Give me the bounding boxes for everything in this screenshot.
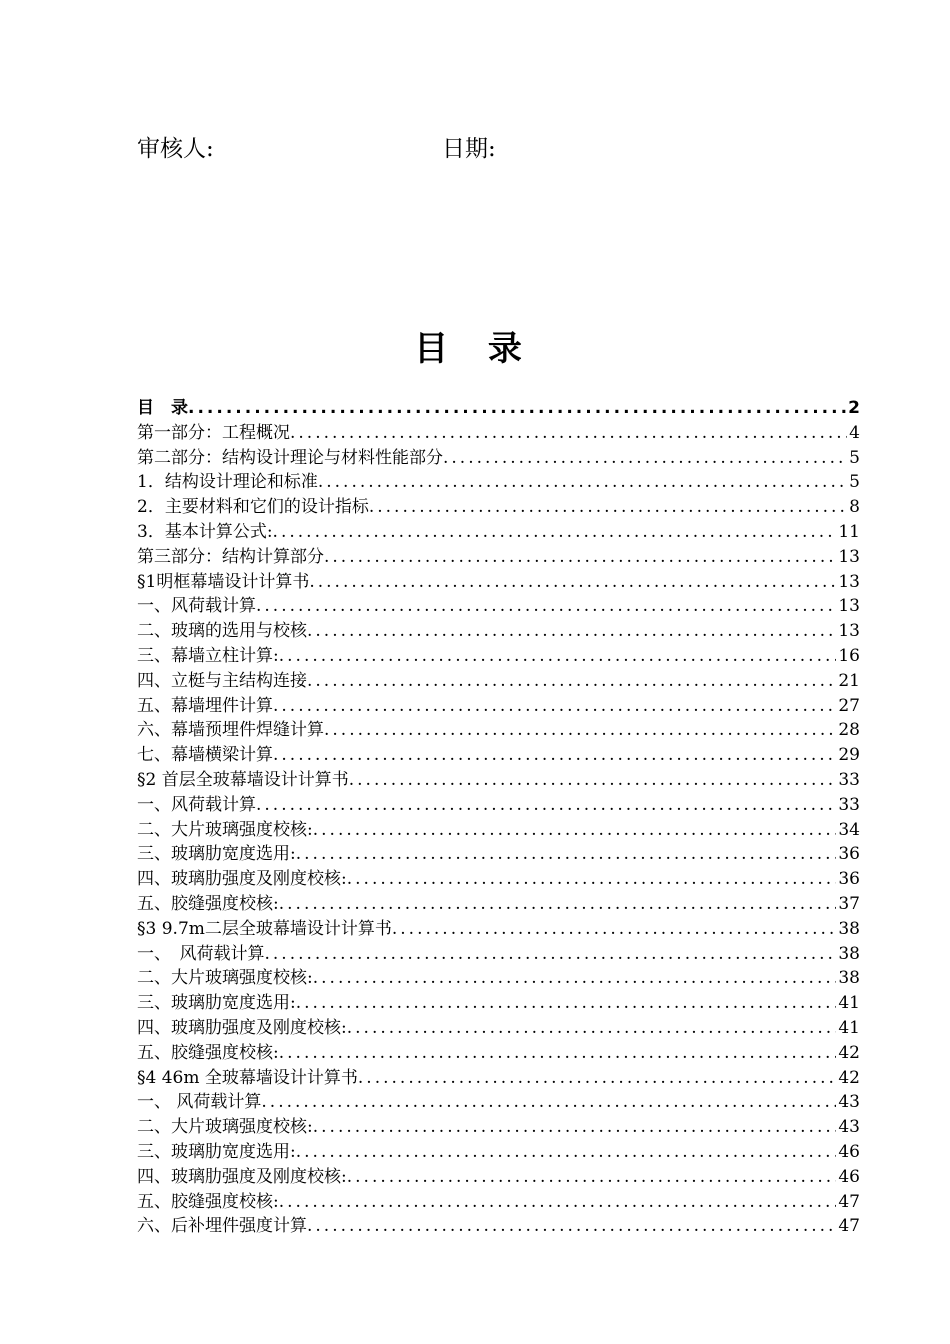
toc-dot-leader	[324, 718, 836, 743]
toc-dot-leader	[296, 1140, 837, 1165]
toc-entry[interactable]	[137, 818, 860, 843]
toc-entry-page-number: 43	[838, 1092, 860, 1113]
toc-entry-label: 二、大片玻璃强度校核:	[137, 968, 313, 989]
toc-dot-leader	[188, 396, 846, 421]
toc-entry[interactable]	[137, 1016, 860, 1041]
toc-entry[interactable]	[137, 594, 860, 619]
toc-entry-page-number: 36	[838, 869, 860, 890]
toc-entry-label: 三、玻璃肋宽度选用:	[137, 993, 296, 1014]
toc-entry[interactable]	[137, 892, 860, 917]
toc-entry-page-number: 11	[838, 521, 860, 542]
toc-entry-page-number: 28	[838, 720, 860, 741]
toc-entry-page-number: 16	[838, 645, 860, 666]
toc-entry[interactable]	[137, 1165, 860, 1190]
toc-dot-leader	[279, 644, 837, 669]
toc-entry-page-number: 41	[838, 993, 860, 1014]
toc-dot-leader	[256, 793, 836, 818]
toc-entry[interactable]	[137, 966, 860, 991]
toc-entry[interactable]	[137, 520, 860, 545]
toc-entry-label: 1．结构设计理论和标准	[137, 472, 318, 493]
toc-entry[interactable]	[137, 1115, 860, 1140]
toc-entry-page-number: 43	[838, 1117, 860, 1138]
toc-dot-leader	[273, 520, 837, 545]
toc-dot-leader	[313, 966, 837, 991]
toc-entry[interactable]	[137, 867, 860, 892]
toc-entry[interactable]	[137, 669, 860, 694]
toc-entry-page-number: 8	[849, 497, 860, 518]
toc-entry[interactable]	[137, 917, 860, 942]
toc-entry-label: 四、玻璃肋强度及刚度校核:	[137, 869, 347, 890]
toc-entry-label: 四、玻璃肋强度及刚度校核:	[137, 1166, 347, 1187]
toc-entry-page-number: 13	[838, 621, 860, 642]
toc-dot-leader	[290, 421, 847, 446]
toc-entry-label: 三、玻璃肋宽度选用:	[137, 1141, 296, 1162]
toc-entry-label: 一、风荷载计算	[137, 794, 256, 815]
toc-entry[interactable]	[137, 793, 860, 818]
toc-entry-label: 第一部分：工程概况	[137, 422, 290, 443]
toc-dot-leader	[307, 619, 836, 644]
toc-entry[interactable]	[137, 570, 860, 595]
toc-entry[interactable]	[137, 768, 860, 793]
toc-entry[interactable]	[137, 1140, 860, 1165]
toc-entry[interactable]	[137, 1041, 860, 1066]
toc-entry-page-number: 38	[838, 943, 860, 964]
toc-dot-leader	[307, 1214, 836, 1239]
toc-entry-page-number: 41	[838, 1017, 860, 1038]
toc-dot-leader	[392, 917, 836, 942]
toc-dot-leader	[296, 842, 837, 867]
toc-entry-page-number: 5	[849, 447, 860, 468]
toc-list	[137, 396, 860, 1239]
toc-entry-label: 一、 风荷载计算	[137, 943, 265, 964]
toc-entry-label: §1明框幕墙设计计算书	[137, 571, 310, 592]
toc-entry-label: 第三部分：结构计算部分	[137, 546, 324, 567]
toc-entry-page-number: 37	[838, 893, 860, 914]
toc-entry[interactable]	[137, 1090, 860, 1115]
toc-dot-leader	[369, 495, 847, 520]
toc-entry[interactable]	[137, 1190, 860, 1215]
toc-entry[interactable]	[137, 743, 860, 768]
toc-entry[interactable]	[137, 495, 860, 520]
toc-entry-page-number: 27	[838, 695, 860, 716]
toc-entry-label: 三、幕墙立柱计算:	[137, 645, 279, 666]
toc-entry-page-number: 5	[849, 472, 860, 493]
toc-dot-leader	[443, 446, 847, 471]
toc-entry[interactable]	[137, 446, 860, 471]
toc-dot-leader	[347, 1165, 837, 1190]
toc-entry-page-number: 38	[838, 968, 860, 989]
toc-entry-label: 第二部分：结构设计理论与材料性能部分	[137, 447, 443, 468]
toc-dot-leader	[296, 991, 837, 1016]
toc-entry[interactable]	[137, 1066, 860, 1091]
toc-entry[interactable]	[137, 396, 860, 421]
toc-dot-leader	[256, 594, 836, 619]
toc-entry-page-number: 36	[838, 844, 860, 865]
toc-dot-leader	[273, 694, 836, 719]
toc-entry-label: 目 录	[137, 398, 188, 418]
toc-entry-label: 五、幕墙埋件计算	[137, 695, 273, 716]
toc-entry-label: 四、立梃与主结构连接	[137, 670, 307, 691]
toc-dot-leader	[324, 545, 836, 570]
date-label: 日期:	[442, 136, 496, 162]
toc-dot-leader	[313, 1115, 837, 1140]
toc-dot-leader	[279, 892, 837, 917]
toc-entry[interactable]	[137, 942, 860, 967]
toc-entry-label: §4 46m 全玻幕墙设计计算书	[137, 1067, 358, 1088]
toc-entry-page-number: 47	[838, 1191, 860, 1212]
reviewer-label: 审核人:	[137, 136, 214, 162]
toc-entry[interactable]	[137, 1214, 860, 1239]
toc-entry-label: 五、胶缝强度校核:	[137, 1191, 279, 1212]
toc-entry[interactable]	[137, 644, 860, 669]
toc-entry-label: 2．主要材料和它们的设计指标	[137, 497, 369, 518]
toc-entry-label: 四、玻璃肋强度及刚度校核:	[137, 1017, 347, 1038]
toc-dot-leader	[273, 743, 836, 768]
toc-entry-label: 二、大片玻璃强度校核:	[137, 819, 313, 840]
toc-dot-leader	[347, 1016, 837, 1041]
toc-entry[interactable]	[137, 694, 860, 719]
toc-entry-label: 六、幕墙预埋件焊缝计算	[137, 720, 324, 741]
toc-dot-leader	[309, 570, 836, 595]
toc-dot-leader	[265, 942, 837, 967]
toc-entry-label: 3．基本计算公式:	[137, 521, 273, 542]
toc-entry-label: 七、幕墙横梁计算	[137, 745, 273, 766]
toc-entry-page-number: 13	[838, 596, 860, 617]
toc-dot-leader	[347, 867, 837, 892]
toc-entry[interactable]	[137, 470, 860, 495]
toc-entry-page-number: 2	[848, 398, 860, 418]
toc-entry-label: 五、胶缝强度校核:	[137, 893, 279, 914]
toc-entry-page-number: 33	[838, 794, 860, 815]
toc-entry-page-number: 38	[838, 918, 860, 939]
toc-entry-page-number: 13	[838, 571, 860, 592]
toc-entry-page-number: 21	[838, 670, 860, 691]
toc-entry[interactable]	[137, 619, 860, 644]
toc-entry-page-number: 42	[838, 1067, 860, 1088]
toc-entry-page-number: 46	[838, 1141, 860, 1162]
toc-entry-page-number: 29	[838, 745, 860, 766]
toc-entry-label: 二、玻璃的选用与校核	[137, 621, 307, 642]
toc-entry-page-number: 47	[838, 1216, 860, 1237]
toc-dot-leader	[349, 768, 837, 793]
toc-entry-page-number: 42	[838, 1042, 860, 1063]
toc-entry-page-number: 46	[838, 1166, 860, 1187]
toc-dot-leader	[261, 1090, 836, 1115]
signature-row	[137, 133, 837, 165]
toc-entry[interactable]	[137, 842, 860, 867]
toc-entry-label: 三、玻璃肋宽度选用:	[137, 844, 296, 865]
toc-entry-page-number: 13	[838, 546, 860, 567]
toc-dot-leader	[279, 1041, 837, 1066]
toc-dot-leader	[313, 818, 837, 843]
toc-entry-page-number: 4	[849, 422, 860, 443]
toc-dot-leader	[307, 669, 836, 694]
toc-entry[interactable]	[137, 545, 860, 570]
toc-entry[interactable]	[137, 991, 860, 1016]
toc-entry-label: 五、胶缝强度校核:	[137, 1042, 279, 1063]
toc-entry-label: 六、后补埋件强度计算	[137, 1216, 307, 1237]
toc-title: 目 录	[414, 329, 536, 369]
toc-entry-page-number: 34	[838, 819, 860, 840]
toc-entry-page-number: 33	[838, 769, 860, 790]
toc-entry-label: §2 首层全玻幕墙设计计算书	[137, 769, 349, 790]
toc-dot-leader	[358, 1066, 836, 1091]
toc-dot-leader	[318, 470, 847, 495]
toc-entry-label: 一、风荷载计算	[137, 596, 256, 617]
toc-entry-label: 二、大片玻璃强度校核:	[137, 1117, 313, 1138]
toc-entry-label: 一、 风荷载计算	[137, 1092, 262, 1113]
toc-entry[interactable]	[137, 718, 860, 743]
toc-dot-leader	[279, 1190, 837, 1215]
toc-entry-label: §3 9.7m二层全玻幕墙设计计算书	[137, 918, 392, 939]
toc-entry[interactable]	[137, 421, 860, 446]
